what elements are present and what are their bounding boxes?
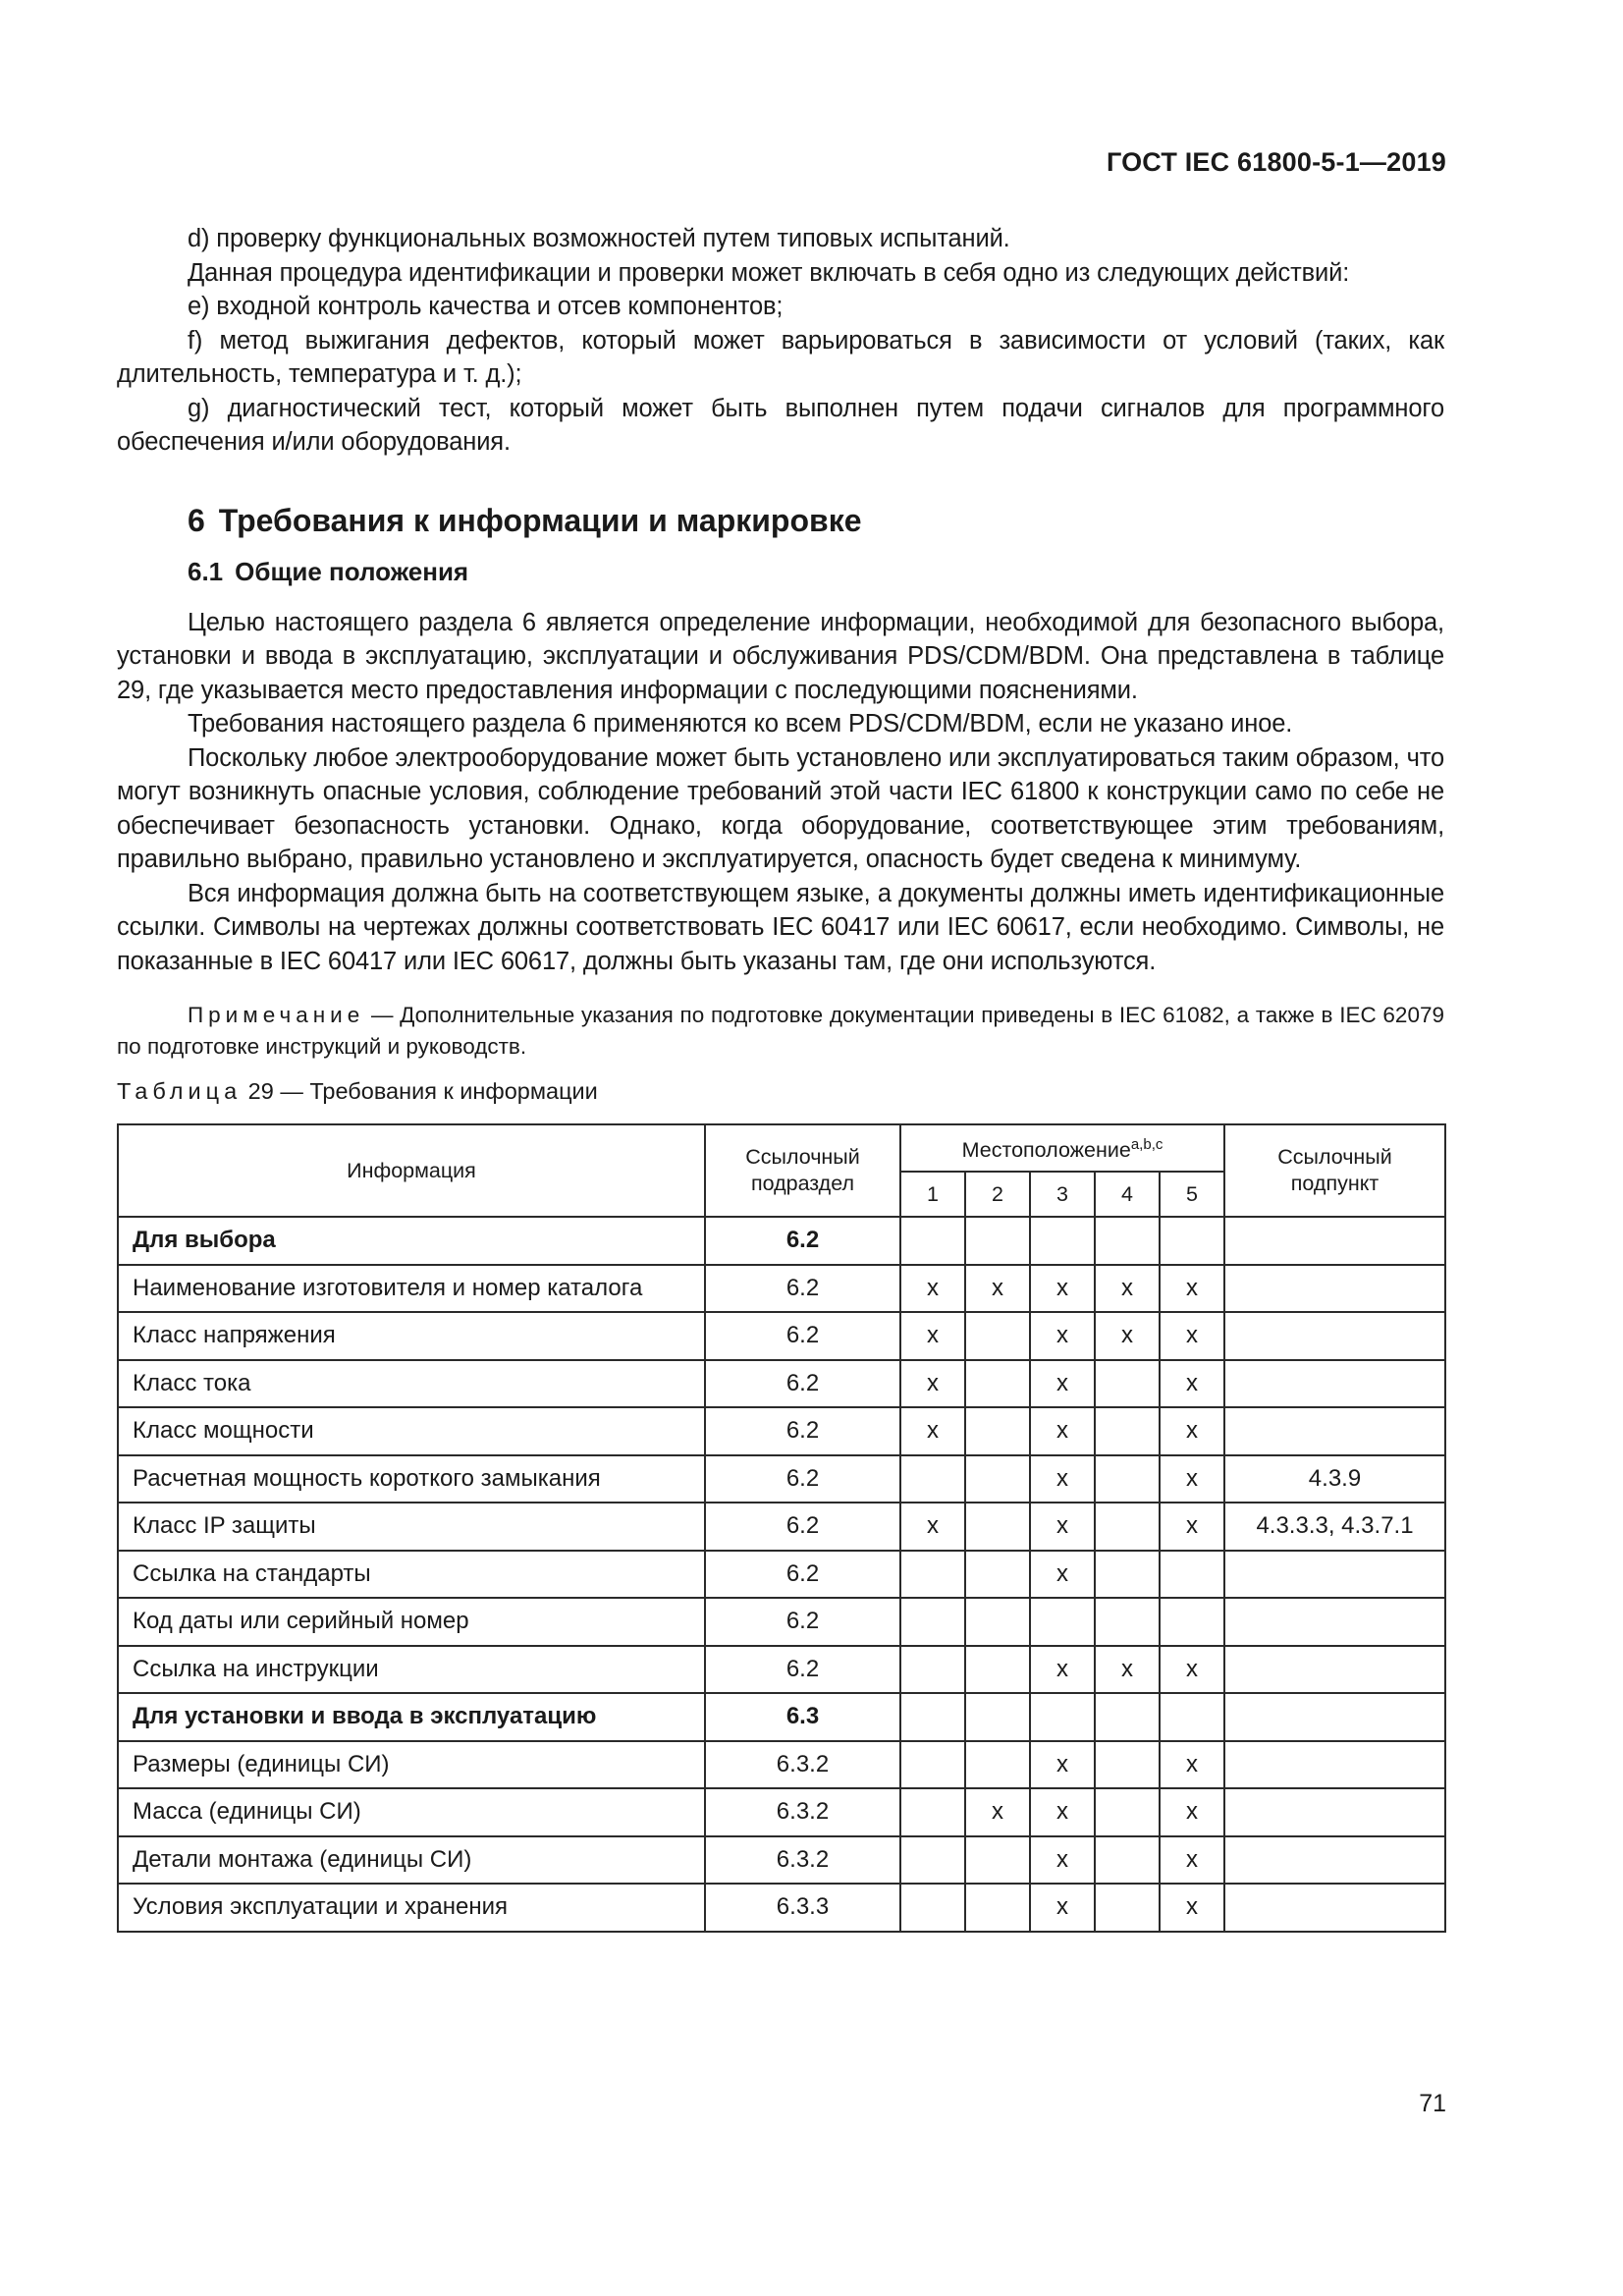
cell-location-4 [1095, 1360, 1160, 1408]
cell-ref-item [1224, 1646, 1445, 1694]
header-location-col: 2 [965, 1172, 1030, 1217]
cell-location-1 [900, 1646, 965, 1694]
cell-info: Детали монтажа (единицы СИ) [118, 1836, 705, 1885]
cell-ref-item [1224, 1265, 1445, 1313]
cell-location-3: x [1030, 1455, 1095, 1503]
cell-location-3: x [1030, 1407, 1095, 1455]
table-body [118, 1217, 1445, 1932]
cell-location-4 [1095, 1598, 1160, 1646]
cell-location-1 [900, 1217, 965, 1265]
cell-info: Для установки и ввода в эксплуатацию [118, 1693, 705, 1741]
subsection-number: 6.1 [188, 556, 224, 586]
cell-location-5: x [1160, 1312, 1224, 1360]
cell-location-5 [1160, 1217, 1224, 1265]
cell-location-1 [900, 1741, 965, 1789]
cell-location-4 [1095, 1407, 1160, 1455]
header-ref-subsection: Ссылочный подраздел [705, 1124, 900, 1217]
section-title: Требования к информации и маркировке [218, 502, 862, 538]
cell-info: Класс тока [118, 1360, 705, 1408]
cell-location-3: x [1030, 1884, 1095, 1932]
cell-ref-subsection: 6.2 [705, 1646, 900, 1694]
cell-location-3: x [1030, 1312, 1095, 1360]
table-row [118, 1884, 1445, 1932]
cell-info: Наименование изготовителя и номер каталога [118, 1265, 705, 1313]
cell-location-1: x [900, 1312, 965, 1360]
cell-location-1 [900, 1598, 965, 1646]
table-row [118, 1217, 1445, 1265]
cell-info: Ссылка на стандарты [118, 1551, 705, 1599]
cell-ref-subsection: 6.2 [705, 1407, 900, 1455]
cell-location-1 [900, 1551, 965, 1599]
header-location-label: Местоположение [961, 1138, 1131, 1163]
cell-location-2 [965, 1312, 1030, 1360]
cell-ref-item: 4.3.9 [1224, 1455, 1445, 1503]
note-label: Примечание [188, 1003, 365, 1027]
table-row [118, 1265, 1445, 1313]
cell-location-4 [1095, 1551, 1160, 1599]
cell-location-4 [1095, 1741, 1160, 1789]
note-text: — Дополнительные указания по подготовке документации приведены в IEC 61082, а также в IEC 62079 по подготовке инструкций и руководств. [117, 1003, 1444, 1059]
cell-location-4: x [1095, 1312, 1160, 1360]
table-caption-label: Таблица [117, 1078, 243, 1104]
cell-location-3: x [1030, 1551, 1095, 1599]
cell-location-5 [1160, 1551, 1224, 1599]
cell-location-1 [900, 1836, 965, 1885]
cell-ref-item [1224, 1217, 1445, 1265]
cell-ref-item [1224, 1836, 1445, 1885]
cell-location-3: x [1030, 1646, 1095, 1694]
cell-location-1: x [900, 1265, 965, 1313]
table-row [118, 1312, 1445, 1360]
cell-ref-item [1224, 1312, 1445, 1360]
cell-ref-subsection: 6.3.2 [705, 1741, 900, 1789]
table-row [118, 1836, 1445, 1885]
cell-location-4 [1095, 1503, 1160, 1551]
cell-info: Класс IP защиты [118, 1503, 705, 1551]
table-row [118, 1360, 1445, 1408]
cell-location-2 [965, 1836, 1030, 1885]
cell-ref-subsection: 6.2 [705, 1551, 900, 1599]
page-content [117, 222, 1444, 1933]
requirements-table [117, 1123, 1446, 1933]
page-number: 71 [1419, 2090, 1446, 2117]
cell-ref-subsection: 6.2 [705, 1265, 900, 1313]
cell-location-1: x [900, 1360, 965, 1408]
cell-ref-item [1224, 1598, 1445, 1646]
cell-ref-item [1224, 1551, 1445, 1599]
cell-location-2 [965, 1455, 1030, 1503]
table-caption [117, 1076, 1444, 1106]
cell-location-2: x [965, 1788, 1030, 1836]
cell-location-4 [1095, 1836, 1160, 1885]
cell-location-3 [1030, 1598, 1095, 1646]
cell-ref-subsection: 6.2 [705, 1598, 900, 1646]
cell-location-5: x [1160, 1503, 1224, 1551]
cell-ref-subsection: 6.3.2 [705, 1788, 900, 1836]
cell-location-4: x [1095, 1265, 1160, 1313]
cell-location-5: x [1160, 1360, 1224, 1408]
header-location [900, 1124, 1224, 1172]
cell-location-1: x [900, 1503, 965, 1551]
table-caption-text: 29 — Требования к информации [242, 1078, 598, 1104]
cell-ref-item: 4.3.3.3, 4.3.7.1 [1224, 1503, 1445, 1551]
cell-ref-subsection: 6.2 [705, 1217, 900, 1265]
table-row [118, 1551, 1445, 1599]
cell-location-1 [900, 1884, 965, 1932]
cell-location-2 [965, 1741, 1030, 1789]
cell-location-3: x [1030, 1265, 1095, 1313]
subsection-title: Общие положения [235, 556, 469, 586]
note [117, 1000, 1444, 1063]
cell-ref-subsection: 6.3.2 [705, 1836, 900, 1885]
cell-location-4 [1095, 1455, 1160, 1503]
cell-location-3 [1030, 1217, 1095, 1265]
header-location-col: 5 [1160, 1172, 1224, 1217]
cell-location-4 [1095, 1788, 1160, 1836]
header-info: Информация [118, 1124, 705, 1217]
cell-ref-item [1224, 1884, 1445, 1932]
cell-location-2 [965, 1693, 1030, 1741]
cell-ref-subsection: 6.2 [705, 1455, 900, 1503]
table-row [118, 1646, 1445, 1694]
body-paragraph: Вся информация должна быть на соответствующем языке, а документы должны иметь идентификационные ссылки. Символы на чертежах должны соответствовать IEC 60417 или IEC 60617, если необходимо. Символы, не показанные в IEC 60417 или IEC 60617, должны быть указаны там, где они используются. [117, 879, 1444, 975]
body-paragraph: Требования настоящего раздела 6 применяются ко всем PDS/CDM/BDM, если не указано иное. [188, 710, 1293, 738]
cell-location-3: x [1030, 1788, 1095, 1836]
cell-info: Размеры (единицы СИ) [118, 1741, 705, 1789]
cell-location-5 [1160, 1598, 1224, 1646]
cell-ref-subsection: 6.3 [705, 1693, 900, 1741]
cell-ref-item [1224, 1693, 1445, 1741]
cell-location-5: x [1160, 1265, 1224, 1313]
cell-location-2 [965, 1407, 1030, 1455]
table-row [118, 1407, 1445, 1455]
cell-ref-subsection: 6.2 [705, 1503, 900, 1551]
cell-info: Класс напряжения [118, 1312, 705, 1360]
cell-location-3: x [1030, 1741, 1095, 1789]
cell-info: Ссылка на инструкции [118, 1646, 705, 1694]
table-row [118, 1788, 1445, 1836]
cell-location-2 [965, 1598, 1030, 1646]
cell-location-1: x [900, 1407, 965, 1455]
cell-location-4 [1095, 1217, 1160, 1265]
header-ref-item: Ссылочный подпункт [1224, 1124, 1445, 1217]
cell-location-1 [900, 1693, 965, 1741]
list-item-d: d) проверку функциональных возможностей путем типовых испытаний. [188, 225, 1010, 252]
header-location-footnotes: a,b,c [1130, 1136, 1163, 1154]
cell-location-5: x [1160, 1788, 1224, 1836]
cell-location-4 [1095, 1884, 1160, 1932]
cell-ref-item [1224, 1741, 1445, 1789]
table-row [118, 1741, 1445, 1789]
cell-info: Условия эксплуатации и хранения [118, 1884, 705, 1932]
list-item-e: e) входной контроль качества и отсев компонентов; [188, 293, 784, 320]
cell-info: Масса (единицы СИ) [118, 1788, 705, 1836]
cell-ref-item [1224, 1407, 1445, 1455]
header-location-col: 1 [900, 1172, 965, 1217]
body-paragraph: Целью настоящего раздела 6 является определение информации, необходимой для безопасного выбора, установки и ввода в эксплуатацию, эксплуатации и обслуживания PDS/CDM/BDM. Она представлена в таблице 29, где указывается место предоставления информации с последующими пояснениями. [117, 608, 1444, 704]
header-location-col: 4 [1095, 1172, 1160, 1217]
header-location-col: 3 [1030, 1172, 1095, 1217]
cell-location-3 [1030, 1693, 1095, 1741]
section-number: 6 [188, 502, 205, 538]
cell-ref-item [1224, 1360, 1445, 1408]
cell-location-5: x [1160, 1646, 1224, 1694]
table-row [118, 1598, 1445, 1646]
cell-location-4: x [1095, 1646, 1160, 1694]
cell-ref-subsection: 6.2 [705, 1360, 900, 1408]
cell-location-3: x [1030, 1360, 1095, 1408]
cell-location-3: x [1030, 1503, 1095, 1551]
cell-location-4 [1095, 1693, 1160, 1741]
cell-location-5: x [1160, 1455, 1224, 1503]
cell-location-2 [965, 1884, 1030, 1932]
cell-location-2 [965, 1360, 1030, 1408]
table-row [118, 1455, 1445, 1503]
document-header: ГОСТ IEC 61800-5-1—2019 [1106, 147, 1446, 177]
cell-location-1 [900, 1455, 965, 1503]
section-heading [117, 501, 1444, 540]
cell-location-5: x [1160, 1741, 1224, 1789]
cell-location-2 [965, 1646, 1030, 1694]
body-paragraph: Поскольку любое электрооборудование может быть установлено или эксплуатироваться таким образом, что могут возникнуть опасные условия, соблюдение требований этой части IEC 61800 к конструкции само по себе не обеспечивает безопасность установки. Однако, когда оборудование, соответствующее этим требованиям, правильно выбрано, правильно установлено и эксплуатируется, опасность будет сведена к минимуму. [117, 743, 1444, 873]
cell-location-3: x [1030, 1836, 1095, 1885]
cell-location-5 [1160, 1693, 1224, 1741]
cell-ref-subsection: 6.3.3 [705, 1884, 900, 1932]
cell-info: Класс мощности [118, 1407, 705, 1455]
table-row [118, 1693, 1445, 1741]
subsection-heading [117, 555, 1444, 588]
cell-ref-item [1224, 1788, 1445, 1836]
cell-location-5: x [1160, 1884, 1224, 1932]
cell-location-5: x [1160, 1407, 1224, 1455]
cell-info: Для выбора [118, 1217, 705, 1265]
cell-location-1 [900, 1788, 965, 1836]
cell-location-2 [965, 1503, 1030, 1551]
intro-paragraph: Данная процедура идентификации и проверки может включать в себя одно из следующих действий: [188, 258, 1350, 287]
cell-location-2 [965, 1551, 1030, 1599]
list-item-g: g) диагностический тест, который может быть выполнен путем подачи сигналов для программного обеспечения и/или оборудования. [117, 394, 1444, 456]
cell-info: Расчетная мощность короткого замыкания [118, 1455, 705, 1503]
cell-location-2: x [965, 1265, 1030, 1313]
cell-location-2 [965, 1217, 1030, 1265]
list-item-f: f) метод выжигания дефектов, который может варьироваться в зависимости от условий (таких, как длительность, температура и т. д.); [117, 326, 1444, 388]
table-row [118, 1503, 1445, 1551]
cell-location-5: x [1160, 1836, 1224, 1885]
cell-info: Код даты или серийный номер [118, 1598, 705, 1646]
cell-ref-subsection: 6.2 [705, 1312, 900, 1360]
